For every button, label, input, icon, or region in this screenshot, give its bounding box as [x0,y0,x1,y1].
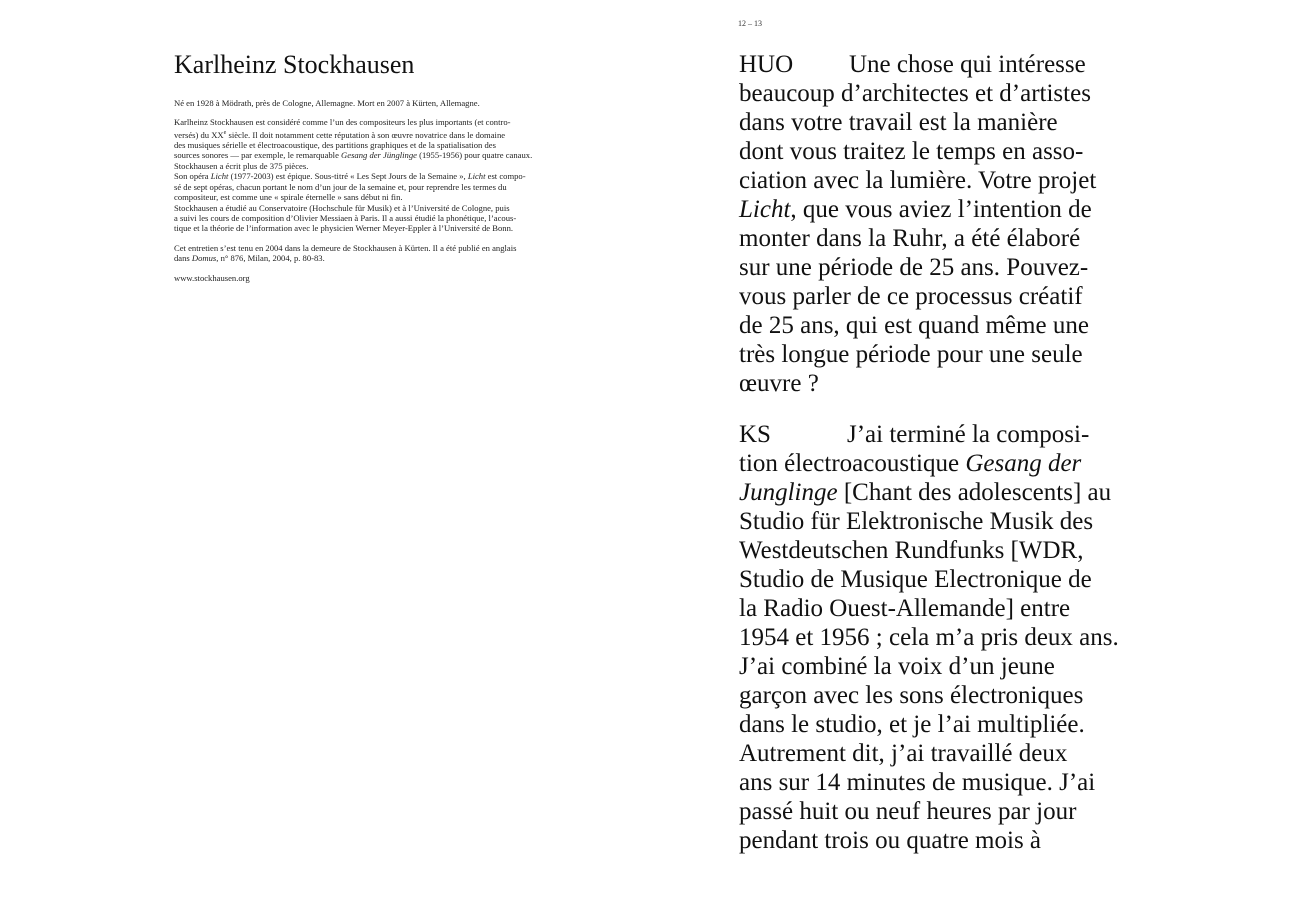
text-line: compositeur, est comme une « spirale éternelle » sans début ni fin. [174,192,403,203]
text-line: Studio de Musique Electronique de [739,566,1092,593]
bio-line: Né en 1928 à Mödrath, près de Cologne, Allemagne. Mort en 2007 à Kürten, Allemagne. [174,98,480,108]
text-line: a suivi les cours de composition d’Olivier Messiaen à Paris. Il a aussi étudié la phonétique, l’acous- [174,212,517,223]
speaker-label: HUO [739,51,794,78]
text-line: la Radio Ouest-Allemande] entre [739,595,1071,622]
publication-note [174,243,574,264]
text-line: Studio für Elektronische Musik des [739,508,1094,535]
text-line: J’ai combiné la voix d’un jeune [739,653,1055,680]
text-line: tion électroacoustique Gesang der [739,450,1082,477]
text-line: dans Domus, n° 876, Milan, 2004, p. 80-83. [174,253,325,264]
text-line: Junglinge [Chant des adolescents] au [739,479,1112,506]
text-line: sé de sept opéras, chacun portant le nom d’un jour de la semaine et, pour reprendre les termes du [174,181,507,192]
text-line: Karlheinz Stockhausen est considéré comme l’un des compositeurs les plus importants (et contro- [174,117,511,128]
text-line: garçon avec les sons électroniques [739,682,1084,709]
text-line: pendant trois ou quatre mois à [739,827,1042,854]
text-line: vous parler de ce processus créatif [739,283,1083,310]
text-line: dans le studio, et je l’ai multipliée. [739,711,1085,738]
text-line: sur une période de 25 ans. Pouvez- [739,254,1089,281]
page-title: Karlheinz Stockhausen [174,50,415,79]
question-paragraph [739,50,1139,398]
text-line: passé huit ou neuf heures par jour [739,798,1077,825]
bio-paragraph [174,117,574,233]
text-line: versés) du XXe siècle. Il doit notamment cette réputation à son œuvre novatrice dans le domaine [174,129,506,140]
text-line: KS J’ai terminé la composi- [739,421,1090,448]
text-line: Autrement dit, j’ai travaillé deux [739,740,1068,767]
text-line: œuvre ? [739,370,819,397]
text-line: HUO Une chose qui intéresse [739,51,1086,78]
answer-paragraph [739,420,1139,855]
text-line: de 25 ans, qui est quand même une [739,312,1089,339]
text-line: dont vous traitez le temps en asso- [739,138,1084,165]
text-line: tique et la théorie de l’information avec le physicien Werner Meyer-Eppler à l’Université de Bonn. [174,223,514,234]
text-line: Licht, que vous aviez l’intention de [739,196,1092,223]
text-line: Son opéra Licht (1977-2003) est épique. Sous-titré « Les Sept Jours de la Semaine », Licht est compo- [174,171,526,182]
text-line: ans sur 14 minutes de musique. J’ai [739,769,1096,796]
text-line: monter dans la Ruhr, a été élaboré [739,225,1081,252]
text-line: beaucoup d’architectes et d’artistes [739,80,1091,107]
text-line: très longue période pour une seule [739,341,1083,368]
text-line: 1954 et 1956 ; cela m’a pris deux ans. [739,624,1119,651]
page-number: 12 – 13 [738,19,762,28]
left-page [174,50,574,283]
website-link[interactable]: www.stockhausen.org [174,272,250,283]
speaker-label: KS [739,421,771,448]
text-line: Westdeutschen Rundfunks [WDR, [739,537,1084,564]
right-page [739,50,1139,855]
text-line: des musiques sérielle et électroacoustique, des partitions graphiques et de la spatialisation des [174,140,496,151]
text-line: Stockhausen a écrit plus de 375 pièces. [174,160,309,171]
text-line: sources sonores — par exemple, le remarquable Gesang der Jünglinge (1955-1956) pour quatre canaux. [174,150,533,161]
text-line: dans votre travail est la manière [739,109,1058,136]
text-line: Stockhausen a étudié au Conservatoire (Hochschule für Musik) et à l’Université de Cologne, puis [174,202,510,213]
text-line: Cet entretien s’est tenu en 2004 dans la demeure de Stockhausen à Kürten. Il a été publié en anglais [174,242,517,253]
text-line: ciation avec la lumière. Votre projet [739,167,1097,194]
